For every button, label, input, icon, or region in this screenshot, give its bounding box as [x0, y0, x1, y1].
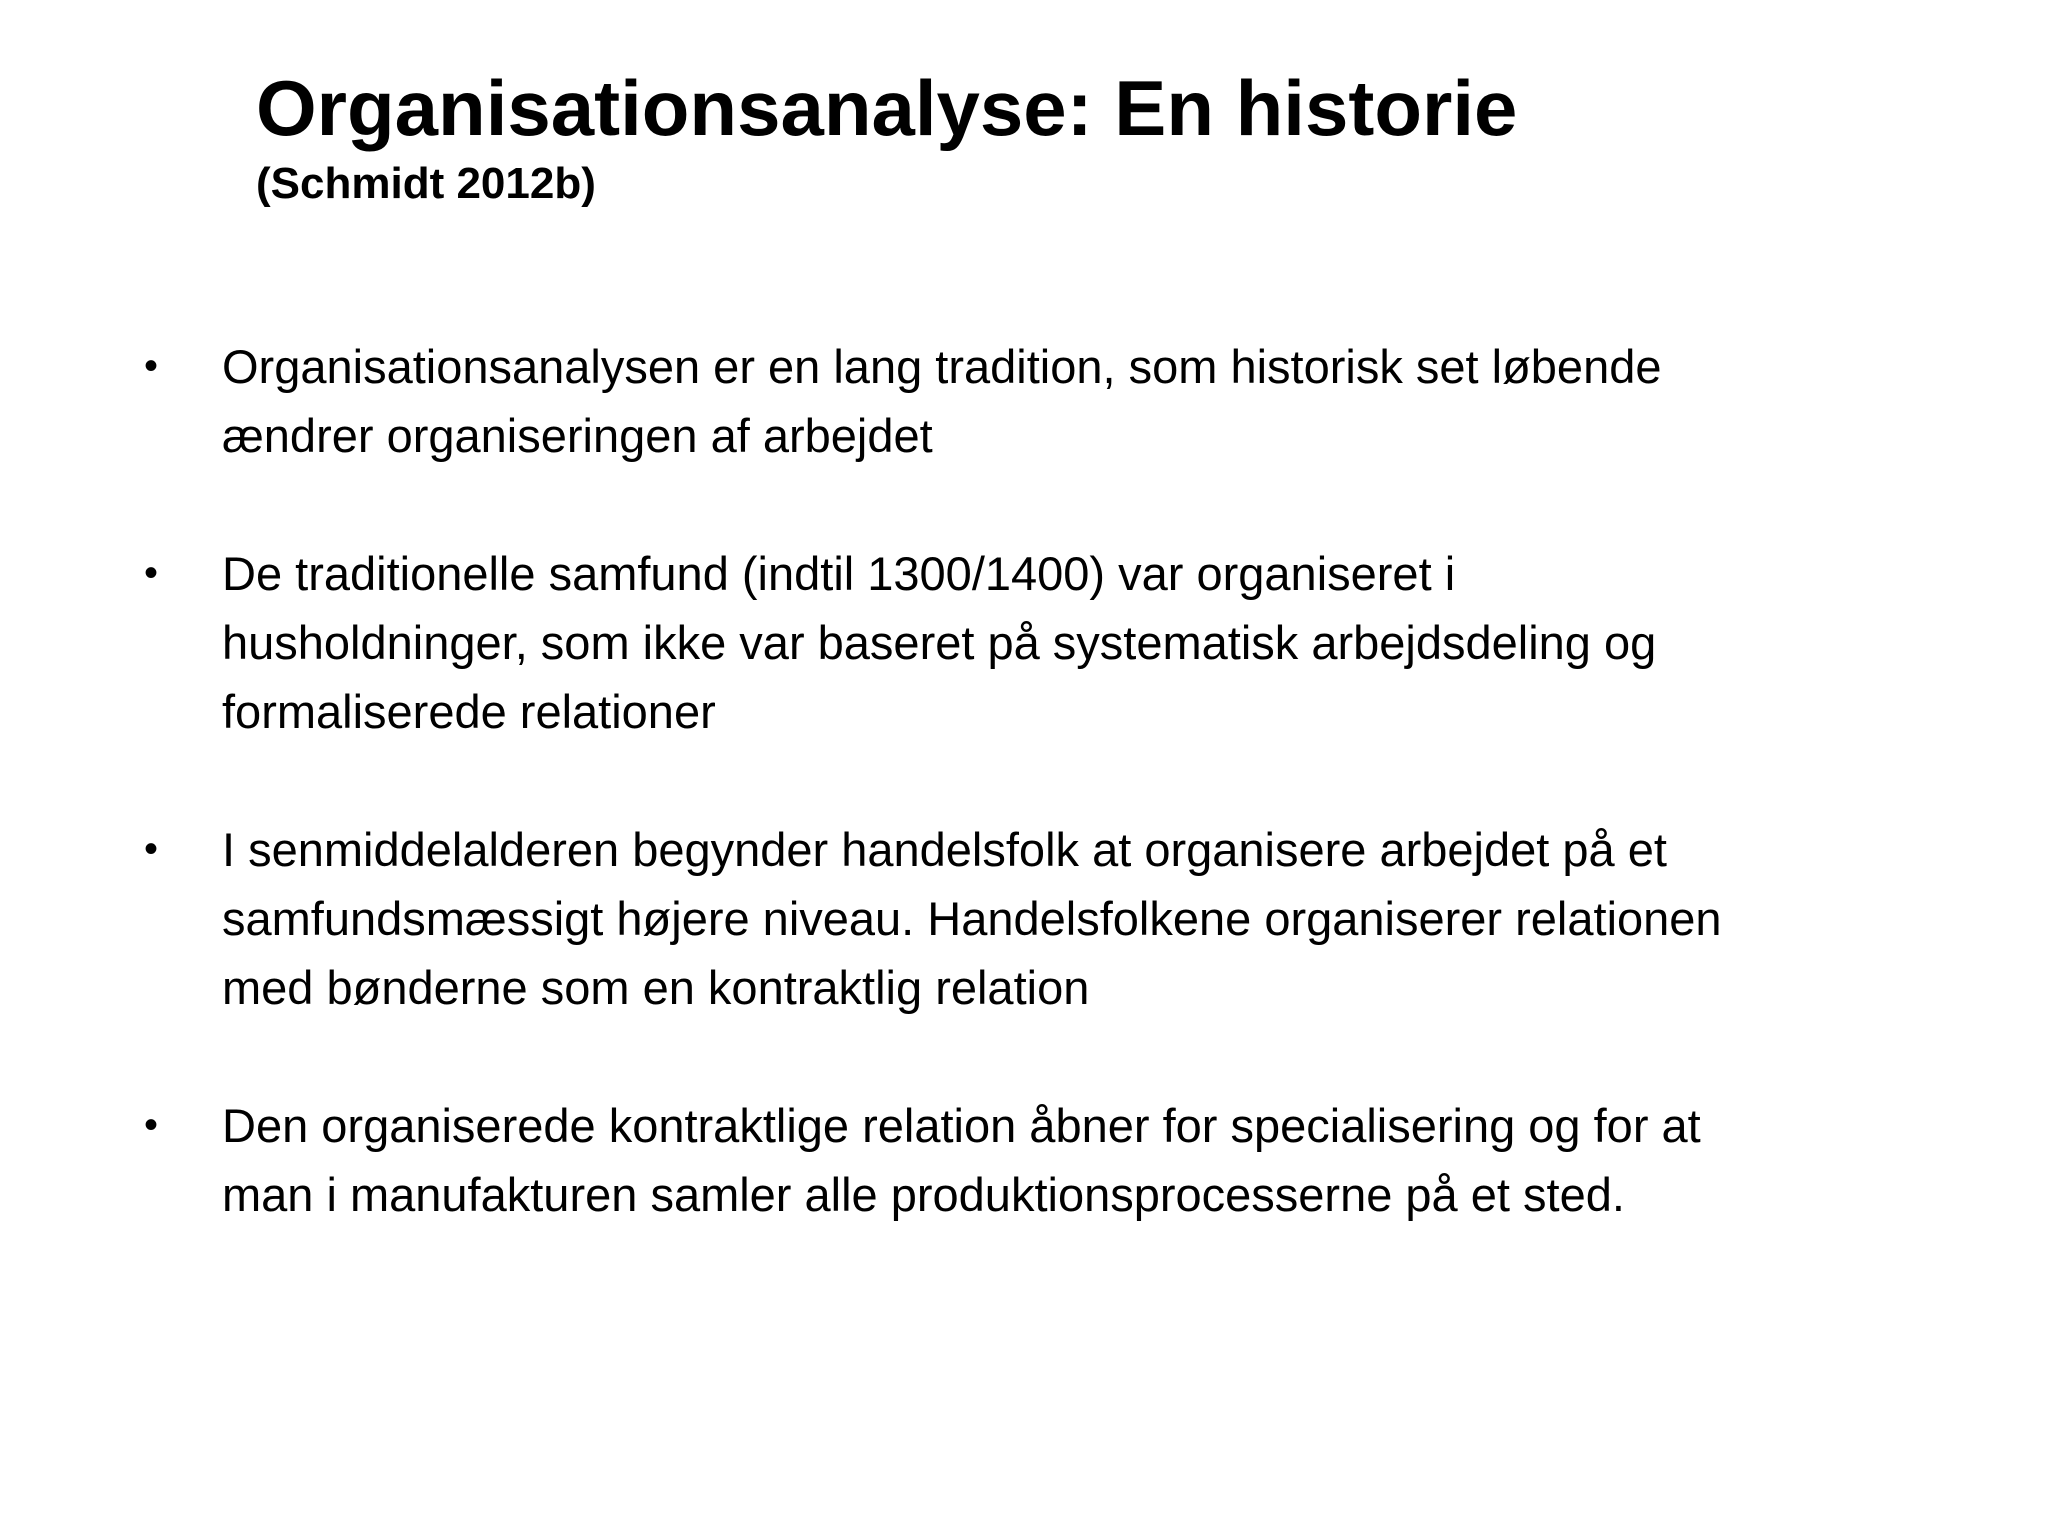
- bullet-item: [0, 815, 2048, 1022]
- bullet-dot-icon: •: [144, 344, 159, 388]
- bullet-text-line: formaliserede relationer: [222, 685, 716, 738]
- slide-title: Organisationsanalyse: En historie: [256, 64, 1518, 152]
- bullet-text-line: man i manufakturen samler alle produktionsprocesserne på et sted.: [222, 1168, 1625, 1221]
- bullet-text-line: I senmiddelalderen begynder handelsfolk at organisere arbejdet på et: [222, 823, 1667, 876]
- bullet-dot-icon: •: [144, 551, 159, 595]
- bullet-text-line: husholdninger, som ikke var baseret på systematisk arbejdsdeling og: [222, 616, 1657, 669]
- bullet-dot-icon: •: [144, 827, 159, 871]
- bullet-text-line: ændrer organiseringen af arbejdet: [222, 409, 933, 462]
- bullet-text-line: Den organiserede kontraktlige relation åbner for specialisering og for at: [222, 1099, 1701, 1152]
- bullet-text-line: samfundsmæssigt højere niveau. Handelsfolkene organiserer relationen: [222, 892, 1722, 945]
- bullet-text-line: med bønderne som en kontraktlig relation: [222, 961, 1090, 1014]
- bullet-text-line: Organisationsanalysen er en lang tradition, som historisk set løbende: [222, 340, 1662, 393]
- title-block: [256, 62, 1956, 214]
- bullet-item: [0, 539, 2048, 746]
- bullet-item: [0, 332, 2048, 470]
- bullet-text-line: De traditionelle samfund (indtil 1300/1400) var organiseret i: [222, 547, 1456, 600]
- bullet-list: [0, 332, 2048, 1298]
- bullet-dot-icon: •: [144, 1103, 159, 1147]
- slide-subtitle: (Schmidt 2012b): [256, 159, 596, 208]
- bullet-item: [0, 1091, 2048, 1229]
